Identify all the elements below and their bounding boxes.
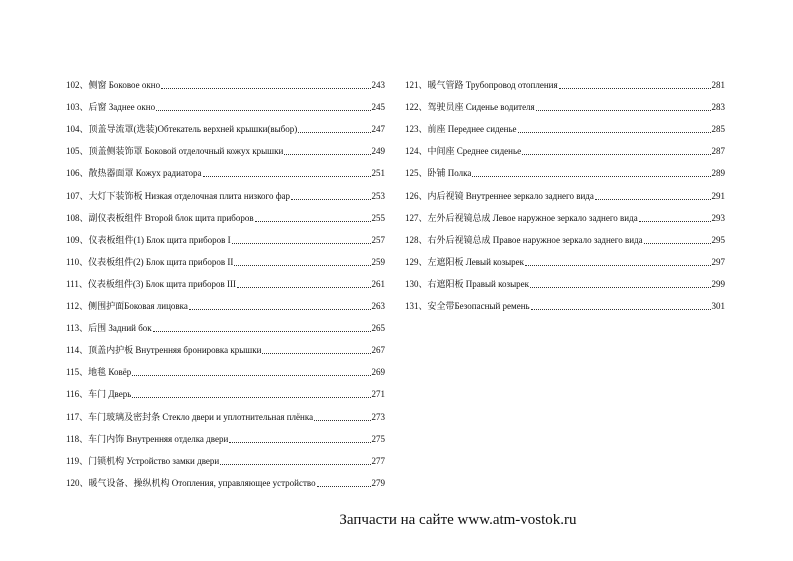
toc-page-number: 275 [371,433,385,444]
toc-leader-dots [595,190,711,200]
toc-page-number: 271 [371,389,385,400]
toc-leader-dots [237,278,371,288]
toc-entry [66,113,385,135]
toc-entry-title: 130、右遮阳板 Правый козырек [405,278,529,289]
toc-leader-dots [531,300,711,310]
toc-entry-title: 123、前座 Переднее сиденье [405,124,517,135]
toc-leader-dots [644,234,711,244]
footer-website-text: Запчасти на сайте www.atm-vostok.ru [339,512,577,528]
toc-leader-dots [161,79,370,89]
toc-entry [66,91,385,113]
toc-leader-dots [132,388,370,398]
toc-entry [405,69,725,91]
toc-entry-title: 131、安全带Безопасный ремень [405,301,530,312]
toc-entry-title: 124、中间座 Среднее сиденье [405,146,522,157]
toc-page-number: 295 [711,234,725,245]
toc-leader-dots [220,455,370,465]
toc-page-number: 297 [711,256,725,267]
toc-entry-title: 104、顶盖导流罩(选装)Обтекатель верхней крышки(выбор) [66,124,298,135]
toc-entry-title: 103、后窗 Заднее окно [66,102,156,113]
toc-entry-title: 122、驾驶员座 Сиденье водителя [405,102,535,113]
toc-leader-dots [518,123,711,133]
toc-page-number: 289 [711,168,725,179]
toc-entry [66,290,385,312]
toc-entry-title: 112、侧围护面Боковая лицовка [66,301,188,312]
toc-page-number: 257 [371,234,385,245]
toc-entry-title: 127、左外后视镜总成 Левое наружное зеркало заднего вида [405,212,638,223]
toc-leader-dots [234,256,370,266]
toc-leader-dots [255,212,371,222]
toc-entry [405,224,725,246]
toc-page-number: 291 [711,190,725,201]
toc-page-number: 285 [711,124,725,135]
toc-entry [66,334,385,356]
toc-entry-title: 120、暖气设备、操纵机构 Отопления, управляющее устройство [66,477,316,488]
toc-leader-dots [262,344,370,354]
toc-page-number: 301 [711,301,725,312]
toc-entry-title: 129、左遮阳板 Левый козырек [405,256,525,267]
toc-entry-title: 114、顶盖内护板 Внутренняя бронировка крышки [66,345,262,356]
toc-entry-title: 118、车门内饰 Внутренняя отделка двери [66,433,229,444]
toc-leader-dots [314,411,370,421]
toc-leader-dots [232,234,371,244]
toc-leader-dots [317,477,371,487]
toc-entry [66,400,385,422]
toc-entry-title: 119、门锁机构 Устройство замки двери [66,455,220,466]
toc-page-number: 281 [711,80,725,91]
toc-left-column [66,69,385,489]
toc-page-number: 283 [711,102,725,113]
toc-leader-dots [522,145,710,155]
toc-entry [66,246,385,268]
toc-entry-title: 125、卧铺 Полка [405,168,472,179]
toc-leader-dots [189,300,371,310]
toc-leader-dots [284,145,370,155]
toc-page-number: 277 [371,455,385,466]
toc-leader-dots [132,366,370,376]
toc-right-column [405,69,725,312]
toc-entry-title: 113、后围 Задний бок [66,323,152,334]
toc-page-number: 249 [371,146,385,157]
toc-entry-title: 116、车门 Дверь [66,389,132,400]
toc-entry-title: 117、车门玻璃及密封条 Стекло двери и уплотнительная плёнка [66,411,314,422]
toc-entry [405,113,725,135]
toc-entry-title: 102、侧窗 Боковое окно [66,80,161,91]
toc-page-number: 261 [371,278,385,289]
toc-entry-title: 126、内后视镜 Внутреннее зеркало заднего вида [405,190,594,201]
toc-leader-dots [229,433,370,443]
toc-entry [405,202,725,224]
toc-entry [405,268,725,290]
toc-leader-dots [525,256,710,266]
toc-entry-title: 109、仪表板组件(1) Блок щита приборов I [66,234,231,245]
toc-leader-dots [639,212,711,222]
toc-page-number: 273 [371,411,385,422]
toc-entry [405,290,725,312]
toc-entry [66,378,385,400]
toc-entry-title: 106、散热器面罩 Кожух радиатора [66,168,202,179]
toc-entry [66,423,385,445]
toc-entry [66,157,385,179]
toc-entry [405,246,725,268]
toc-leader-dots [291,190,370,200]
toc-page-number: 247 [371,124,385,135]
toc-entry-title: 107、大灯下装饰板 Низкая отделочная плита низкого фар [66,190,291,201]
toc-entry-title: 111、仪表板组件(3) Блок щита приборов III [66,278,236,289]
toc-page-number: 243 [371,80,385,91]
toc-page-number: 299 [711,278,725,289]
toc-entry [66,445,385,467]
toc-page-number: 293 [711,212,725,223]
toc-leader-dots [472,167,710,177]
toc-page-number: 265 [371,323,385,334]
toc-leader-dots [536,101,711,111]
toc-entry [66,179,385,201]
toc-page-number: 269 [371,367,385,378]
toc-entry-title: 115、地毯 Ковёр [66,367,132,378]
toc-leader-dots [156,101,370,111]
toc-entry-title: 128、右外后视镜总成 Правое наружное зеркало заднего вида [405,234,643,245]
toc-entry [405,91,725,113]
toc-page-number: 259 [371,256,385,267]
toc-page-number: 251 [371,168,385,179]
toc-page-number: 267 [371,345,385,356]
toc-entry-title: 105、顶盖侧装饰罩 Боковой отделочный кожух крышки [66,146,284,157]
toc-entry-title: 110、仪表板组件(2) Блок щита приборов II [66,256,234,267]
toc-page-number: 253 [371,190,385,201]
toc-leader-dots [530,278,711,288]
toc-entry [405,179,725,201]
toc-entry-title: 121、暖气管路 Трубопровод отопления [405,80,558,91]
toc-entry [66,312,385,334]
toc-page-number: 245 [371,102,385,113]
toc-page-number: 279 [371,477,385,488]
toc-entry [66,69,385,91]
toc-entry [405,157,725,179]
toc-entry [66,356,385,378]
toc-entry [405,135,725,157]
toc-entry [66,268,385,290]
toc-leader-dots [298,123,370,133]
toc-entry [66,202,385,224]
toc-entry [66,135,385,157]
toc-entry [66,224,385,246]
toc-entry [66,467,385,489]
toc-page-number: 263 [371,301,385,312]
toc-leader-dots [153,322,371,332]
toc-entry-title: 108、副仪表板组件 Второй блок щита приборов [66,212,254,223]
toc-page-number: 287 [711,146,725,157]
toc-leader-dots [203,167,371,177]
toc-page-number: 255 [371,212,385,223]
toc-leader-dots [559,79,711,89]
